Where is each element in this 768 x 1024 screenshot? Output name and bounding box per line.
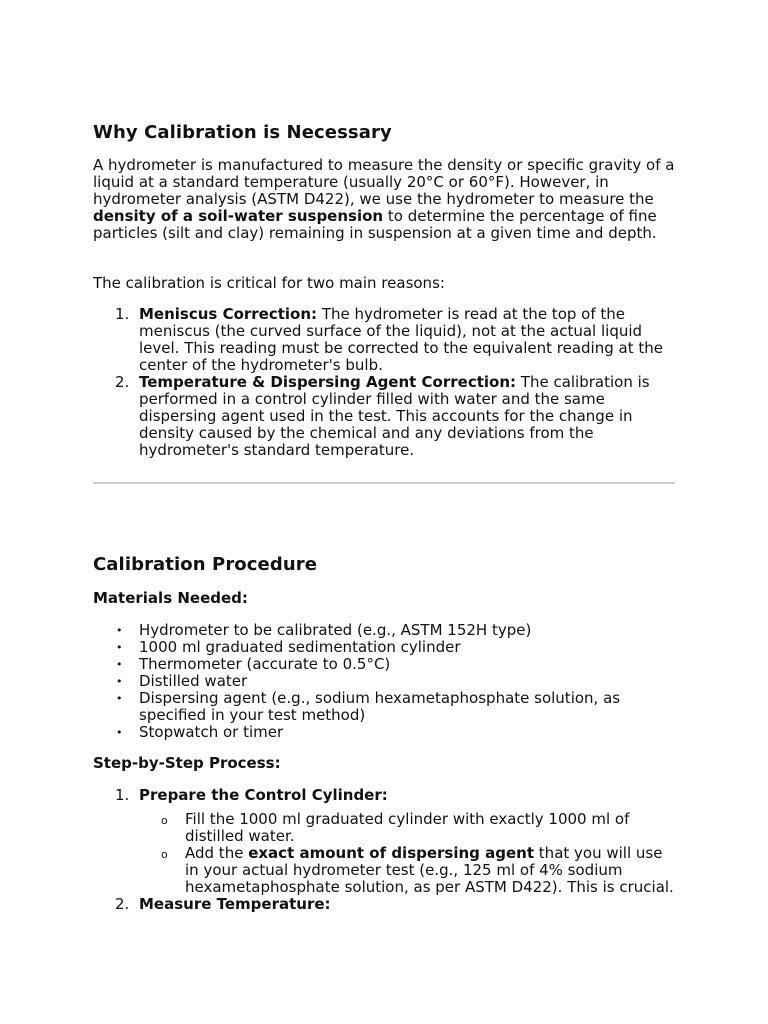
list-number: 1. — [115, 786, 130, 804]
material-text: Distilled water — [139, 672, 248, 690]
reason-item-temperature — [93, 374, 675, 459]
list-item — [139, 845, 675, 896]
bullet-icon: • — [116, 692, 123, 705]
step-item-measure-temperature — [93, 896, 675, 913]
process-title: Step-by-Step Process: — [93, 754, 281, 772]
bullet-icon: • — [116, 658, 123, 671]
intro-text-part2: to determine the percentage of fine particles (silt and clay) remaining in suspension at a given time and depth. — [93, 207, 657, 242]
intro-paragraph — [93, 157, 675, 242]
intro-text-part1: A hydrometer is manufactured to measure the density or specific gravity of a liquid at a standard temperature (usually 20°C or 60°F). However, in hydrometer analysis (ASTM D422), we use the hydrometer to measure the — [93, 156, 675, 208]
list-item — [93, 656, 675, 673]
list-item — [93, 673, 675, 690]
section-heading-why-calibration: Why Calibration is Necessary — [93, 122, 392, 143]
reason-text: The hydrometer is read at the top of the meniscus (the curved surface of the liquid), not at the actual liquid level. This reading must be corrected to the equivalent reading at the center of the hydrometer's bulb. — [139, 305, 663, 374]
substep-text-part2: that you will use in your actual hydrometer test (e.g., 125 ml of 4% sodium hexametaphosphate solution, as per ASTM D422). This is crucial. — [185, 844, 674, 896]
material-text: Hydrometer to be calibrated (e.g., ASTM 152H type) — [139, 621, 532, 639]
materials-title: Materials Needed: — [93, 589, 248, 607]
bullet-icon: • — [116, 675, 123, 688]
reasons-list — [93, 306, 675, 459]
step-title: Measure Temperature: — [139, 895, 331, 913]
reason-title: Meniscus Correction: — [139, 305, 318, 323]
bullet-icon: • — [116, 624, 123, 637]
material-text: Dispersing agent (e.g., sodium hexametaphosphate solution, as specified in your test method) — [139, 689, 621, 724]
list-number: 2. — [115, 373, 130, 391]
list-item — [93, 690, 675, 724]
list-item — [139, 811, 675, 845]
material-text: Thermometer (accurate to 0.5°C) — [139, 655, 391, 673]
material-text: Stopwatch or timer — [139, 723, 284, 741]
reason-item-meniscus — [93, 306, 675, 374]
section-divider — [93, 482, 675, 484]
reasons-intro: The calibration is critical for two main reasons: — [93, 274, 445, 292]
circle-bullet-icon: o — [161, 814, 168, 827]
bullet-icon: • — [116, 641, 123, 654]
list-item — [93, 622, 675, 639]
materials-list — [93, 622, 675, 741]
steps-list — [93, 787, 675, 913]
reason-title: Temperature & Dispersing Agent Correction: — [139, 373, 517, 391]
list-item — [93, 724, 675, 741]
substeps-list — [139, 811, 675, 896]
step-item-prepare — [93, 787, 675, 896]
material-text: 1000 ml graduated sedimentation cylinder — [139, 638, 461, 656]
list-number: 1. — [115, 305, 130, 323]
substep-bold-text: exact amount of dispersing agent — [248, 844, 535, 862]
intro-bold-text: density of a soil-water suspension — [93, 207, 384, 225]
bullet-icon: • — [116, 726, 123, 739]
substep-text: Fill the 1000 ml graduated cylinder with exactly 1000 ml of distilled water. — [185, 810, 630, 845]
circle-bullet-icon: o — [161, 848, 168, 861]
section-heading-calibration-procedure: Calibration Procedure — [93, 554, 318, 575]
list-number: 2. — [115, 895, 130, 913]
step-title: Prepare the Control Cylinder: — [139, 786, 388, 804]
list-item — [93, 639, 675, 656]
substep-text-part1: Add the — [185, 844, 249, 862]
reason-text: The calibration is performed in a control cylinder filled with water and the same dispersing agent used in the test. This accounts for the change in density caused by the chemical and any deviations from the hydrometer's standard temperature. — [139, 373, 650, 459]
